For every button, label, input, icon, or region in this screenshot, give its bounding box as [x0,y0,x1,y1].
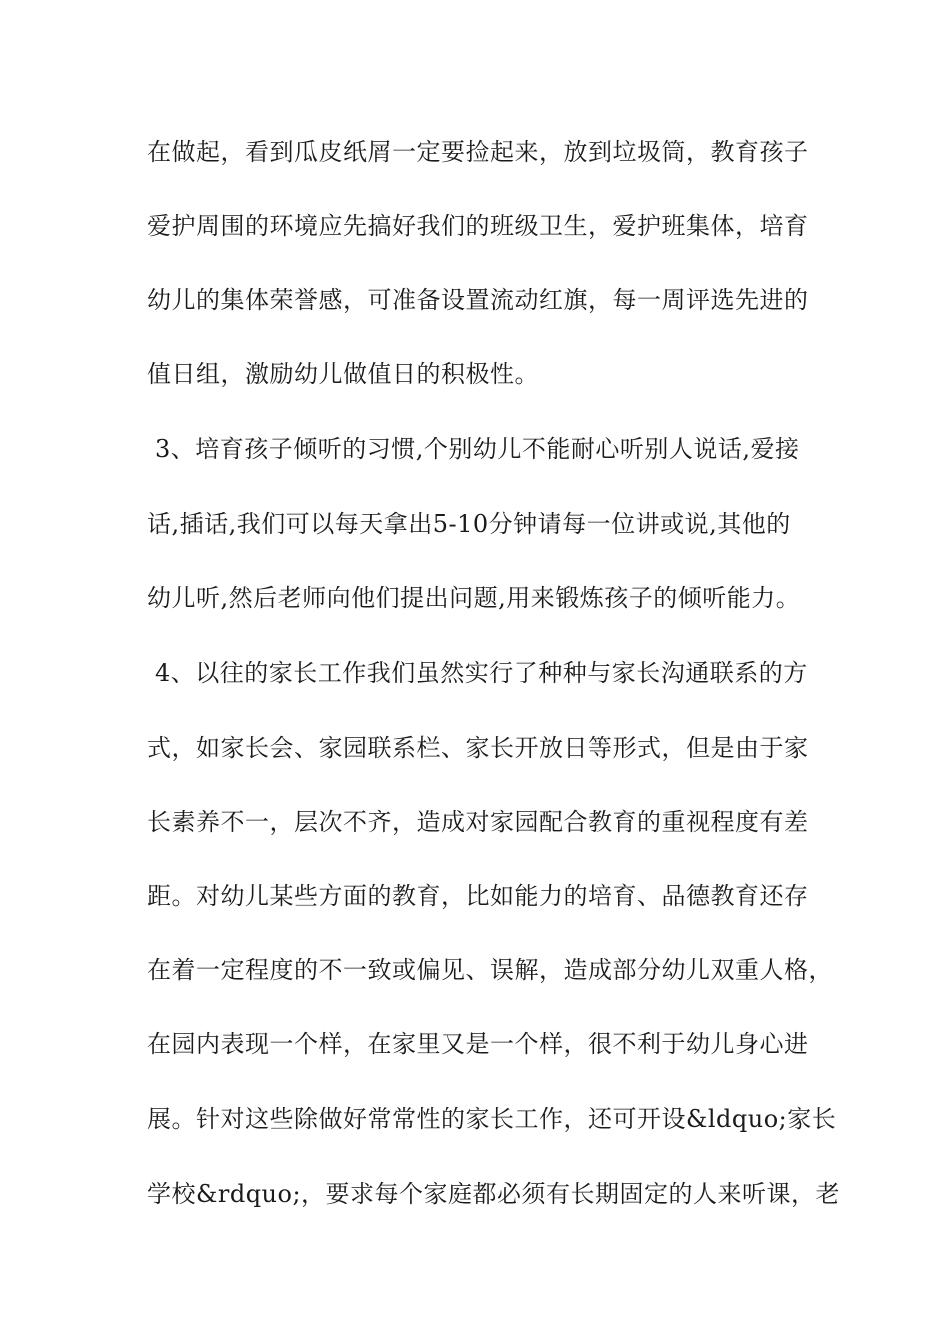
text-line: 长素养不一，层次不齐，造成对家园配合教育的重视程度有差 [147,808,809,836]
text-line: 展。针对这些除做好常常性的家长工作，还可开设&ldquo;家长 [147,1105,837,1133]
text-line: 在着一定程度的不一致或偏见、误解，造成部分幼儿双重人格， [147,956,833,984]
text-line: 式，如家长会、家园联系栏、家长开放日等形式，但是由于家 [147,734,809,762]
text-line: 幼儿的集体荣誉感，可准备设置流动红旗，每一周评选先进的 [147,286,809,314]
text-line: 值日组，激励幼儿做值日的积极性。 [147,360,539,388]
text-line: 爱护周围的环境应先搞好我们的班级卫生，爱护班集体，培育 [147,212,809,240]
text-line: 距。对幼儿某些方面的教育，比如能力的培育、品德教育还存 [147,882,809,910]
text-line: 在园内表现一个样，在家里又是一个样，很不利于幼儿身心进 [147,1030,809,1058]
text-line: 话,插话,我们可以每天拿出5-10分钟请每一位讲或说,其他的 [147,510,791,538]
paragraph-3-start: 3、培育孩子倾听的习惯,个别幼儿不能耐心听别人说话,爱接 [155,435,800,463]
text-line: 幼儿听,然后老师向他们提出问题,用来锻炼孩子的倾听能力。 [147,584,801,612]
paragraph-4-start: 4、以往的家长工作我们虽然实行了种种与家长沟通联系的方 [155,659,808,687]
text-line: 在做起，看到瓜皮纸屑一定要捡起来，放到垃圾筒，教育孩子 [147,138,809,166]
text-line: 学校&rdquo;，要求每个家庭都必须有长期固定的人来听课，老 [147,1180,841,1208]
